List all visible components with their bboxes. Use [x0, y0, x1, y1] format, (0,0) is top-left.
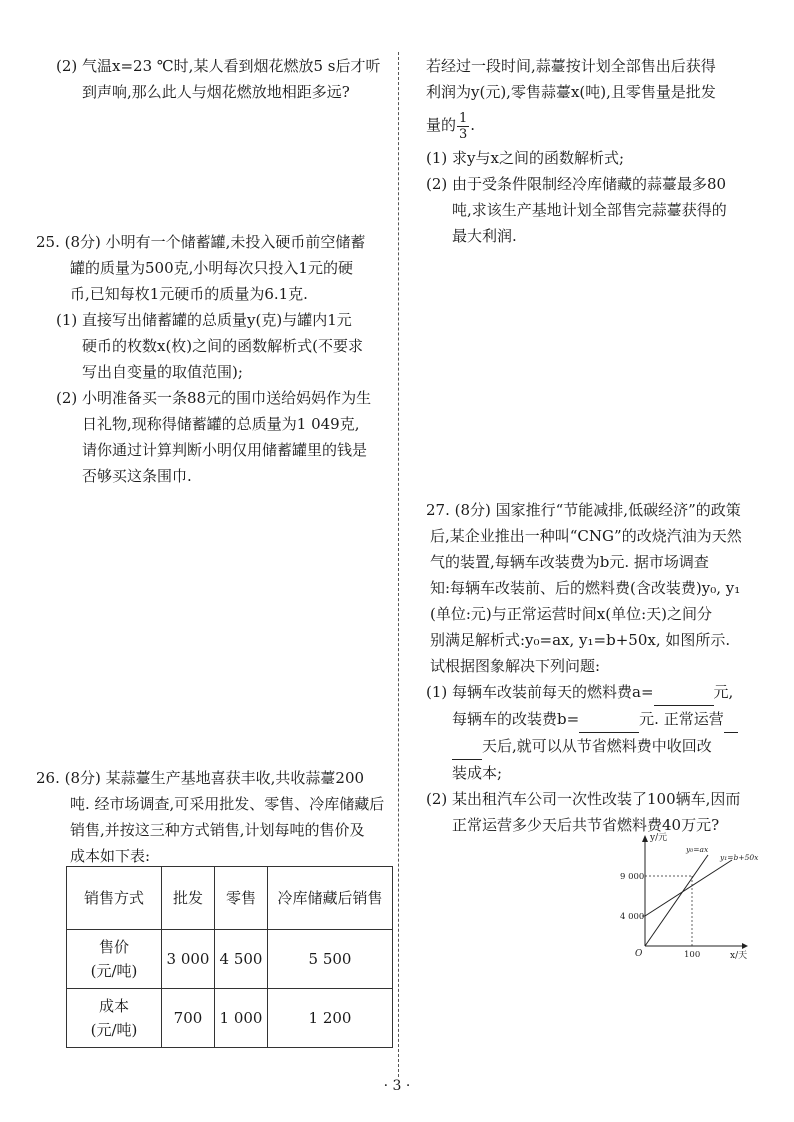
q26-part2-line: 吨,求该生产基地计划全部售完蒜薹获得的 — [452, 201, 727, 219]
question-24-part-2 — [36, 53, 388, 105]
q25-part1-line: 硬币的枚数x(枚)之间的函数解析式(不要求 — [82, 337, 364, 355]
q27-part2-line: (2) 某出租汽车公司一次性改装了100辆车,因而 — [426, 790, 741, 808]
table-cell: 1 000 — [215, 989, 268, 1048]
fraction — [457, 111, 469, 142]
question-26 — [36, 765, 388, 869]
q27-part2-line: 正常运营多少天后共节省燃料费40万元? — [452, 816, 720, 834]
table-cell: 700 — [162, 989, 215, 1048]
table-header-cell: 零售 — [215, 867, 268, 930]
price-cost-table — [66, 866, 393, 1048]
q25-part2-line: 否够买这条围巾. — [82, 467, 192, 485]
table-cell: 4 500 — [215, 930, 268, 989]
table-row — [67, 930, 393, 989]
line-y0-label: y₀=ax — [686, 845, 709, 854]
q25-part1-line: (1) 直接写出储蓄罐的总质量y(克)与罐内1元 — [56, 311, 352, 329]
q26-part2-line: (2) 由于受条件限制经冷库储藏的蒜薹最多80 — [426, 175, 727, 193]
row-label-unit: (元/吨) — [90, 1021, 138, 1039]
q25-stem-line: 25. (8分) 小明有一个储蓄罐,未投入硬币前空储蓄 — [36, 233, 366, 251]
answer-blank-days-start[interactable] — [724, 706, 738, 733]
q27-part1-text: 每辆车的改装费b= — [452, 710, 580, 728]
table-header-cell: 批发 — [162, 867, 215, 930]
q27-stem-line: 27. (8分) 国家推行“节能减排,低碳经济”的政策 — [426, 501, 741, 519]
fuel-cost-graph — [620, 830, 780, 964]
row-label-unit: (元/吨) — [90, 962, 138, 980]
q26-cont-line: 若经过一段时间,蒜薹按计划全部售出后获得 — [426, 57, 716, 75]
table-cell: 1 200 — [268, 989, 393, 1048]
q26-cont-text: . — [470, 116, 476, 134]
question-27 — [426, 497, 770, 838]
line-y1 — [645, 860, 732, 916]
q27-part1-text: 元, — [713, 683, 734, 701]
y-axis-arrow-icon — [642, 835, 648, 842]
q25-part1-line: 写出自变量的取值范围); — [82, 363, 243, 381]
q27-part1-text: (1) 每辆车改装前每天的燃料费a= — [426, 683, 654, 701]
q26-stem-line: 吨. 经市场调查,可采用批发、零售、冷库储藏后 — [70, 795, 385, 813]
y-axis-label: y/元 — [650, 833, 668, 843]
y-tick-4000: 4 000 — [620, 912, 645, 922]
table-header-row — [67, 867, 393, 930]
q26-stem-line: 26. (8分) 某蒜薹生产基地喜获丰收,共收蒜薹200 — [36, 769, 365, 787]
column-divider — [398, 52, 399, 1077]
line-y0 — [645, 855, 708, 946]
q25-part2-line: 请你通过计算判断小明仅用储蓄罐里的钱是 — [82, 441, 368, 459]
q26-cont-line: 利润为y(元),零售蒜薹x(吨),且零售量是批发 — [426, 83, 716, 101]
q26-stem-line: 销售,并按这三种方式销售,计划每吨的售价及 — [70, 821, 365, 839]
q26-part2-line: 最大利润. — [452, 227, 517, 245]
q27-part1-text: 元. 正常运营 — [639, 710, 724, 728]
table-row-label — [67, 930, 162, 989]
q27-part1-text: 天后,就可以从节省燃料费中收回改 — [482, 737, 712, 755]
q26-stem-line: 成本如下表: — [70, 847, 151, 865]
answer-blank-days[interactable] — [452, 733, 482, 760]
row-label-main: 售价 — [98, 938, 129, 956]
q27-stem-line: 试根据图象解决下列问题: — [430, 657, 601, 675]
q27-stem-line: 气的装置,每辆车改装费为b元. 据市场调查 — [430, 553, 709, 571]
table-row — [67, 989, 393, 1048]
q26-cont-text: 量的 — [426, 116, 457, 134]
x-axis-label: x/天 — [730, 951, 748, 961]
answer-blank-b[interactable] — [579, 706, 639, 733]
table-header-cell: 销售方式 — [67, 867, 162, 930]
table-cell: 3 000 — [162, 930, 215, 989]
page-number: · 3 · — [383, 1078, 411, 1094]
answer-blank-a[interactable] — [654, 679, 714, 706]
row-label-main: 成本 — [98, 997, 129, 1015]
q25-stem-line: 币,已知每枚1元硬币的质量为6.1克. — [70, 285, 308, 303]
line-y1-label: y₁=b+50x — [720, 853, 759, 862]
q27-stem-line: 知:每辆车改装前、后的燃料费(含改装费)y₀, y₁ — [430, 579, 741, 597]
q25-part2-line: 日礼物,现称得储蓄罐的总质量为1 049克, — [82, 415, 360, 433]
q27-stem-line: 后,某企业推出一种叫“CNG”的改烧汽油为天然 — [430, 527, 742, 545]
q26-cont-line — [426, 105, 770, 145]
q27-stem-line: 别满足解析式:y₀=ax, y₁=b+50x, 如图所示. — [430, 631, 731, 649]
q24-part2-line: (2) 气温x=23 ℃时,某人看到烟花燃放5 s后才听 — [56, 57, 381, 75]
q27-part1-line: 装成本; — [452, 764, 503, 782]
q27-part1-line — [426, 706, 770, 733]
q27-part1-line — [426, 679, 770, 706]
table-cell: 5 500 — [268, 930, 393, 989]
question-25 — [36, 229, 388, 489]
q27-part1-line — [426, 733, 770, 760]
q25-part2-line: (2) 小明准备买一条88元的围巾送给妈妈作为生 — [56, 389, 372, 407]
q27-stem-line: (单位:元)与正常运营时间x(单位:天)之间分 — [430, 605, 712, 623]
x-axis-arrow-icon — [742, 943, 748, 949]
table-header-cell: 冷库储藏后销售 — [268, 867, 393, 930]
fraction-numerator: 1 — [459, 110, 468, 126]
table-row-label — [67, 989, 162, 1048]
q26-part1: (1) 求y与x之间的函数解析式; — [426, 149, 625, 167]
question-26-continued — [426, 53, 770, 249]
fraction-denominator: 3 — [459, 126, 468, 142]
q24-part2-line: 到声响,那么此人与烟花燃放地相距多远? — [82, 83, 350, 101]
origin-label: O — [635, 949, 643, 959]
q25-stem-line: 罐的质量为500克,小明每次只投入1元的硬 — [70, 259, 353, 277]
x-tick-100: 100 — [684, 950, 701, 960]
y-tick-9000: 9 000 — [620, 872, 645, 882]
